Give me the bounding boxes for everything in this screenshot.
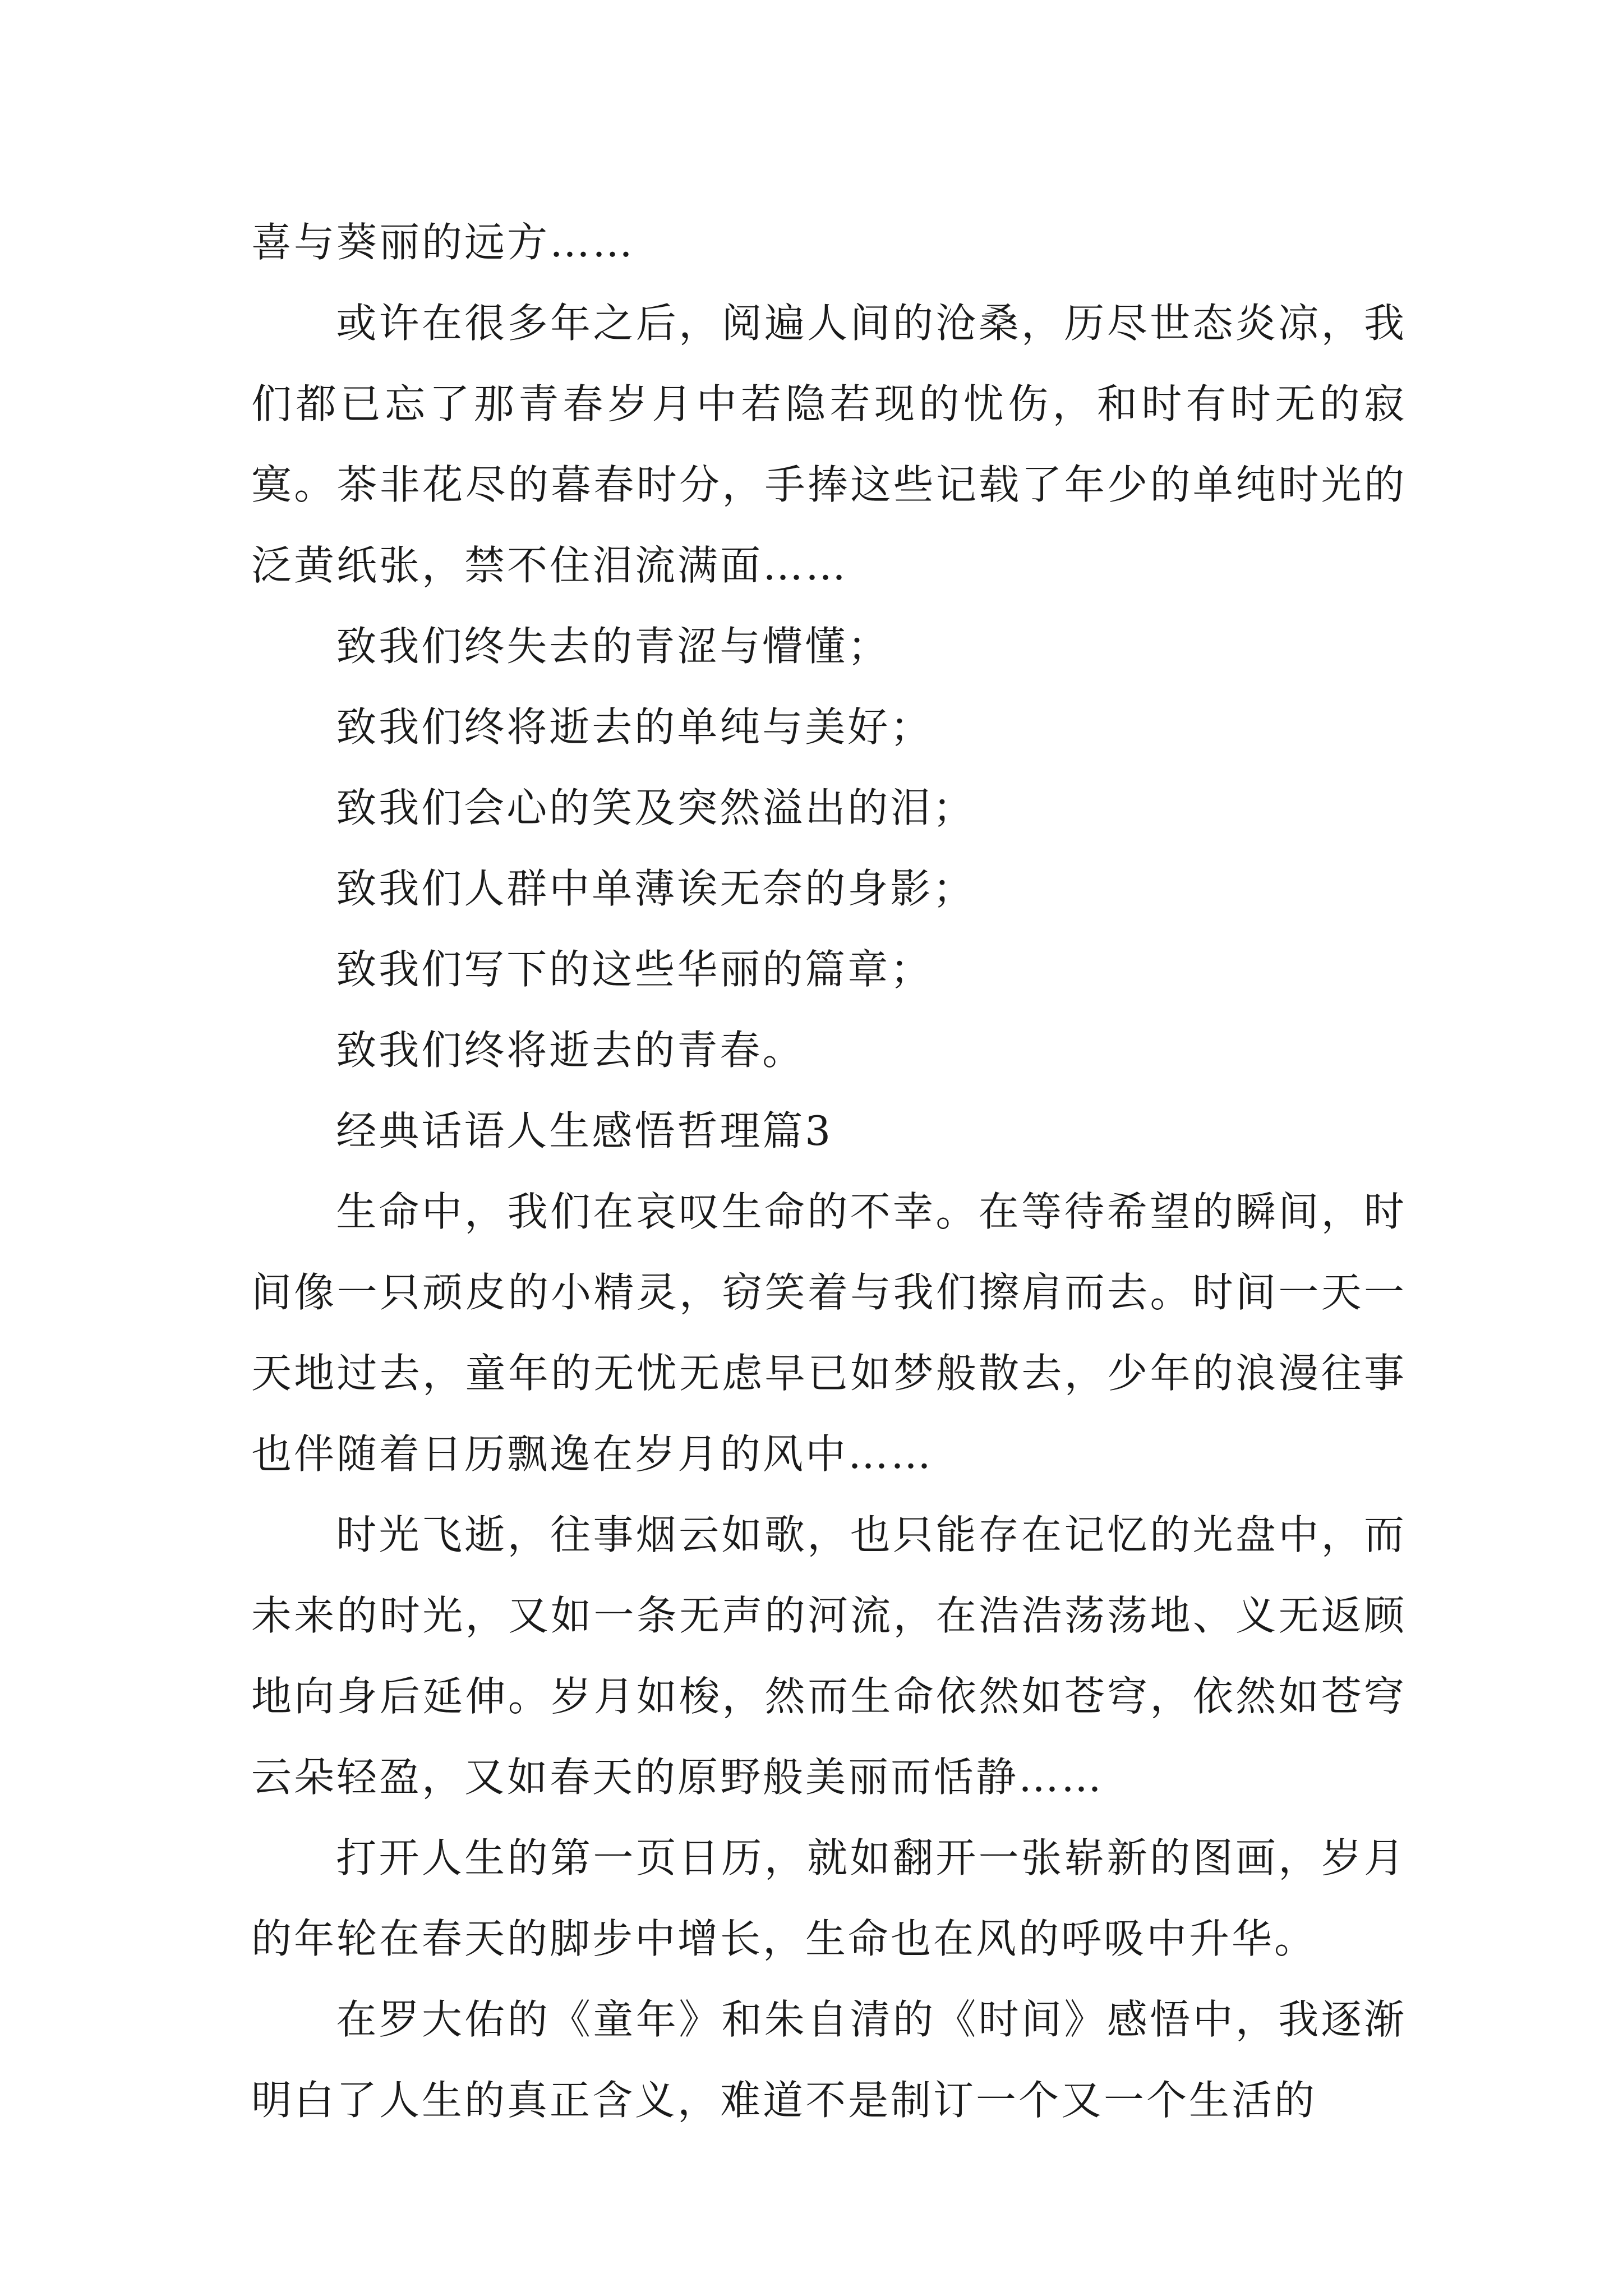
paragraph: 或许在很多年之后，阅遍人间的沧桑，历尽世态炎凉，我们都已忘了那青春岁月中若隐若现的忧伤，和时有时无的寂寞。茶非花尽的暮春时分，手捧这些记载了年少的单纯时光的泛黄纸张，禁不住泪流满面…… [251,300,1407,589]
paragraph: 致我们终将逝去的青春。 [336,1027,805,1074]
document-body [251,202,1407,2141]
paragraph: 致我们人群中单薄诶无奈的身影； [336,865,976,912]
paragraph: 致我们终失去的青涩与懵懂； [336,623,891,670]
paragraph: 致我们终将逝去的单纯与美好； [336,703,933,751]
paragraph: 打开人生的第一页日历，就如翻开一张崭新的图画，岁月的年轮在春天的脚步中增长，生命也在风的呼吸中升华。 [251,1834,1407,1962]
paragraph: 在罗大佑的《童年》和朱自清的《时间》感悟中，我逐渐明白了人生的真正含义，难道不是制订一个又一个生活的 [251,1996,1407,2124]
paragraph: 致我们写下的这些华丽的篇章； [336,946,933,993]
paragraph: 喜与葵丽的远方…… [251,219,635,266]
paragraph: 时光飞逝，往事烟云如歌，也只能存在记忆的光盘中，而未来的时光，又如一条无声的河流，在浩浩荡荡地、义无返顾地向身后延伸。岁月如梭，然而生命依然如苍穹，依然如苍穹云朵轻盈，又如春天的原野般美丽而恬静…… [251,1511,1407,1801]
paragraph: 生命中，我们在哀叹生命的不幸。在等待希望的瞬间，时间像一只顽皮的小精灵，窃笑着与我们擦肩而去。时间一天一天地过去，童年的无忧无虑早已如梦般散去，少年的浪漫往事也伴随着日历飘逸在岁月的风中…… [251,1188,1407,1478]
section-heading: 经典话语人生感悟哲理篇3 [336,1107,833,1154]
paragraph: 致我们会心的笑及突然溢出的泪； [336,784,976,831]
